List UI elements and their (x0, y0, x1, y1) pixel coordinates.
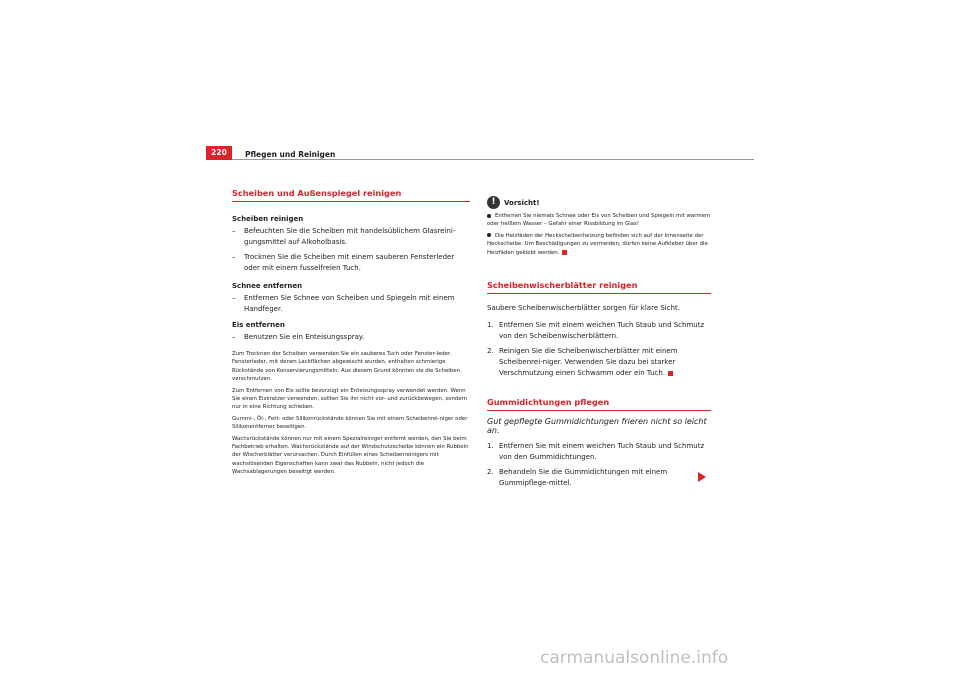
warning-bullet-text: Die Heizfäden der Heckscheibenheizung befinden sich auf der Innenseite der Heckscheibe. Um Beschädigungen zu vermeiden, dürfen keine Aufkleber über die Heizfäden geklebt werden. (487, 232, 708, 256)
warning-bullet-text: Entfernen Sie niemals Schnee oder Eis von Scheiben und Spiegeln mit warmem oder heißem Wasser – Gefahr einer Rissbildung im Glas! (487, 213, 711, 228)
step-item (487, 467, 711, 489)
instruction-item: – Benutzen Sie ein Enteisungsspray. (232, 332, 470, 343)
instruction-item: – Trocknen Sie die Scheiben mit einem sauberen Fensterleder oder mit einem fusselfreien Tuch. (232, 252, 470, 274)
header-divider (232, 159, 754, 160)
warning-bullet (487, 232, 711, 257)
watermark: carmanualsonline.info (540, 648, 729, 668)
page-number: 220 (206, 146, 232, 160)
section-heading-windows: Scheiben und Außenspiegel reinigen (232, 188, 470, 202)
bullet-icon (487, 233, 491, 237)
note-paragraph: Gummi-, Öl-, Fett- oder Silikonrückstände können Sie mit einem Scheibenrei-niger oder Silikonentferner beseitigen. (232, 415, 468, 431)
step-text: Entfernen Sie mit einem weichen Tuch Staub und Schmutz von den Scheibenwischerblättern. (499, 321, 705, 341)
left-column (232, 188, 470, 480)
step-text: Entfernen Sie mit einem weichen Tuch Staub und Schmutz von den Gummidichtungen. (499, 442, 705, 462)
note-paragraph: Zum Trocknen der Scheiben verwenden Sie ein sauberes Tuch oder Fenster-leder. Fensterleder, mit denen Lackflächen abgewischt wurden, enthalten schmierige Rückstände von Konservierungsmitteln. Aus diesem Grund könnten sie die Scheiben verschmutzen. (232, 351, 460, 383)
warning-icon: ! (487, 196, 500, 209)
step-number: 2. (487, 347, 494, 356)
subheading-remove-ice: Eis entfernen (232, 321, 285, 329)
page-header-title: Pflegen und Reinigen (245, 150, 336, 159)
step-number: 2. (487, 468, 494, 477)
note-paragraph: Zum Entfernen von Eis sollte bevorzugt ein Enteisungsspray verwendet werden. Wenn Sie einen Eiskratzer verwenden, sollten Sie ihn nicht vor- und zurückbewegen, sondern nur in eine Richtung schieben. (232, 387, 468, 411)
step-item (487, 441, 711, 463)
warning-bullet (487, 212, 711, 229)
warning-header (487, 196, 711, 209)
intro-text: Saubere Scheibenwischerblätter sorgen für klare Sicht. (487, 304, 680, 313)
step-text: Reinigen Sie die Scheibenwischerblätter mit einem Scheibenrei-niger. Verwenden Sie dazu bei starker Verschmutzung einen Schwamm oder ein Tuch. (499, 347, 678, 378)
subheading-remove-snow: Schnee entfernen (232, 282, 303, 290)
note-paragraph: Wachsrückstände können nur mit einem Spezialreiniger entfernt werden, den Sie beim Fachbetrieb erhalten. Wachsrückstände auf der Windschutzscheibe können ein Rubbeln der Wischerblätter verursachen. Durch Einfüllen eines Scheibenreinigers mit wachslösenden Eigenschaften kann zwar das Rubbeln, nicht jedoch die Wachsablagerungen beseitigt werden. (232, 435, 469, 476)
subheading-clean-windows: Scheiben reinigen (232, 215, 304, 223)
warning-title: Vorsicht! (504, 198, 540, 207)
step-item (487, 346, 711, 379)
bullet-icon (487, 214, 491, 218)
section-end-icon (562, 250, 567, 255)
section-subtitle: Gut gepflegte Gummidichtungen frieren nicht so leicht an. (487, 417, 707, 436)
step-item (487, 320, 711, 342)
next-page-arrow-icon (698, 472, 706, 482)
section-heading-seals: Gummidichtungen pflegen (487, 397, 711, 411)
instruction-item: – Entfernen Sie Schnee von Scheiben und Spiegeln mit einem Handfeger. (232, 293, 470, 315)
step-number: 1. (487, 442, 494, 451)
section-heading-wipers: Scheibenwischerblätter reinigen (487, 280, 711, 294)
right-column (487, 196, 711, 493)
step-number: 1. (487, 321, 494, 330)
step-text: Behandeln Sie die Gummidichtungen mit einem Gummipflege-mittel. (499, 468, 668, 488)
section-end-icon (668, 371, 673, 376)
instruction-item: – Befeuchten Sie die Scheiben mit handelsüblichem Glasreinigungsmittel auf Alkoholbasis. (232, 226, 470, 248)
